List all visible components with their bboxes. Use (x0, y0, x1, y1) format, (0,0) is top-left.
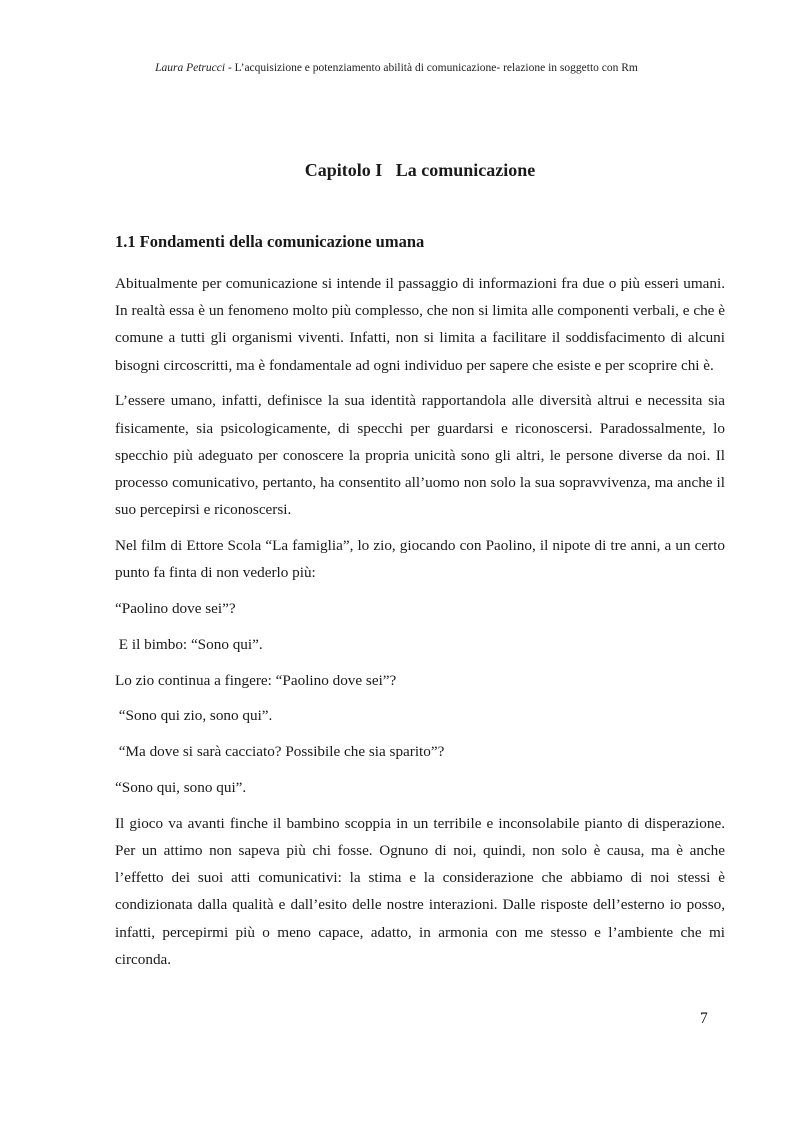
header-author: Laura Petrucci (155, 62, 226, 74)
paragraph-conclusion: Il gioco va avanti finche il bambino scoppia in un terribile e inconsolabile pianto di disperazione. Per un attimo non sapeva più chi fosse. Ognuno di noi, quindi, non solo è causa, ma è anche l’effetto dei suoi atti comunicativi: la stima e la considerazione che abbiamo di noi stessi è condizionata dalla qualità e dall’esito delle nostre interazioni. Dalle risposte dell’esterno io posso, infatti, percepirmi più o meno capace, adatto, in armonia con me stesso e l’ambiente che mi circonda. (115, 814, 725, 968)
dialogue-line: “Ma dove si sarà cacciato? Possibile che sia sparito”? (115, 743, 445, 761)
section-title (115, 232, 424, 252)
dialogue-line: “Sono qui, sono qui”. (115, 779, 247, 796)
paragraph-intro: Abitualmente per comunicazione si intende il passaggio di informazioni fra due o più esseri umani. In realtà essa è un fenomeno molto più complesso, che non si limita alle componenti verbali, e che è comune a tutti gli organismi viventi. Infatti, non si limita a facilitare il soddisfacimento di alcuni bisogni circoscritti, ma è fondamentale ad ogni individuo per sapere che esiste e per scoprire chi è. (115, 275, 725, 374)
dialogue-line: “Sono qui zio, sono qui”. (115, 707, 273, 725)
running-header (0, 62, 793, 74)
chapter-title: Capitolo I La comunicazione (304, 160, 536, 180)
dialogue-line: “Paolino dove sei”? (115, 600, 236, 618)
page-number: 7 (700, 1010, 708, 1027)
dialogue-line: E il bimbo: “Sono qui”. (115, 635, 263, 653)
dialogue-line: Lo zio continua a fingere: “Paolino dove sei”? (115, 671, 397, 689)
body-text (115, 270, 725, 982)
section-heading: Fondamenti della comunicazione umana (139, 232, 425, 251)
section-number: 1.1 (115, 232, 136, 251)
header-title: - L’acquisizione e potenziamento abilità di comunicazione- relazione in soggetto con Rm (225, 62, 638, 74)
paragraph-film: Nel film di Ettore Scola “La famiglia”, lo zio, giocando con Paolino, il nipote di tre anni, a un certo punto fa finta di non vederlo più: (115, 537, 725, 582)
paragraph-identity: L’essere umano, infatti, definisce la sua identità rapportandola alle diversità altrui e necessita sia fisicamente, sia psicologicamente, di specchi per guardarsi e riconoscersi. Paradossalmente, lo specchio più adeguato per conoscere la propria unicità sono gli altri, le persone diverse da noi. Il processo comunicativo, pertanto, ha consentito all’uomo non solo la sua sopravvivenza, ma anche il suo percepirsi e riconoscersi. (115, 392, 725, 519)
